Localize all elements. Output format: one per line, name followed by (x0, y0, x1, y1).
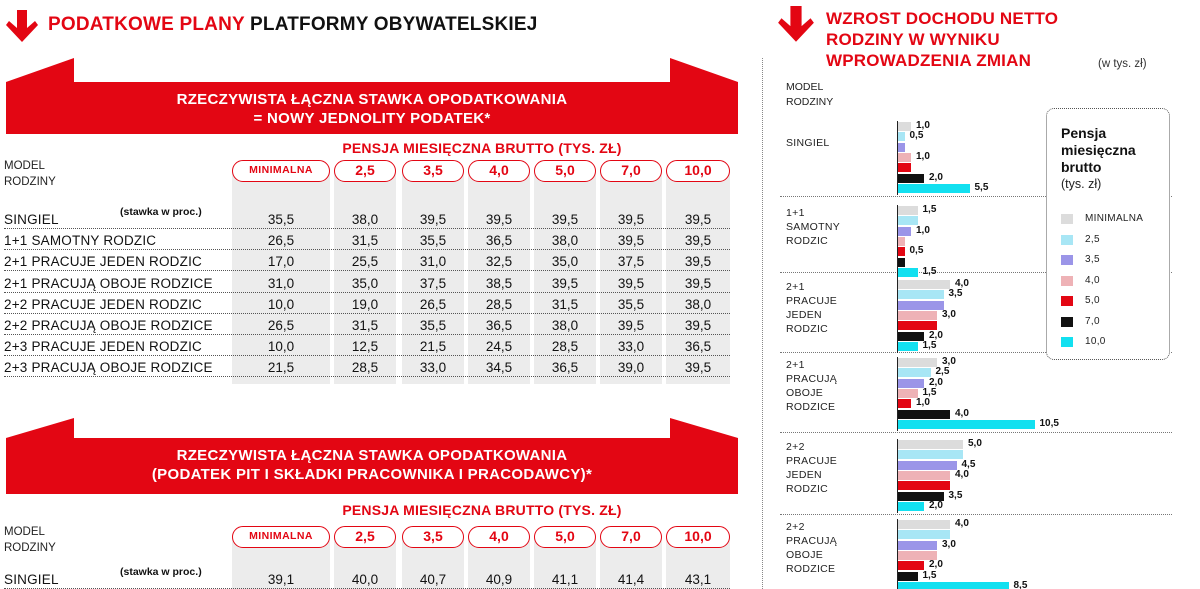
table2-model-label (4, 524, 56, 556)
table-cell: 39,5 (551, 212, 579, 227)
bar-value-label: 3,0 (942, 356, 956, 367)
legend-label: 7,0 (1085, 315, 1100, 327)
bar-value-label: 1,0 (916, 224, 930, 236)
row-label: 2+1 PRACUJĄ OBOJE RODZICE (4, 275, 213, 291)
table-cell: 38,0 (551, 318, 579, 333)
legend-label: 2,5 (1085, 233, 1100, 245)
column-header: 2,5 (334, 160, 396, 182)
bar-value-label: 2,0 (929, 376, 943, 388)
bar (898, 410, 950, 419)
table-cell: 39,5 (617, 275, 645, 291)
row-label: SINGIEL (4, 572, 59, 587)
bar-value-label: 0,5 (909, 245, 924, 257)
row-divider (4, 355, 730, 356)
group-label (786, 358, 837, 414)
table-cell: 31,5 (351, 233, 379, 249)
table1-banner-line1: RZECZYWISTA ŁĄCZNA STAWKA OPODATKOWANIA (176, 91, 568, 108)
bar (898, 561, 924, 570)
group-label-line: 1+1 (786, 207, 805, 219)
bar-value-label: 4,0 (955, 278, 969, 289)
chart-title-line: WZROST DOCHODU NETTO (826, 9, 1059, 28)
table2-pensja-header: PENSJA MIESIĘCZNA BRUTTO (TYS. ZŁ) (342, 502, 622, 518)
table-cell: 28,5 (485, 296, 513, 312)
bar (898, 520, 950, 529)
table-cell: 36,5 (485, 318, 513, 333)
bar (898, 163, 911, 172)
main-title (48, 14, 538, 36)
bar-value-label: 3,0 (942, 308, 956, 320)
legend-label: 3,5 (1085, 254, 1100, 265)
table-cell: 35,0 (551, 254, 579, 270)
row-label: 2+3 PRACUJĄ OBOJE RODZICE (4, 360, 213, 376)
row-divider (4, 249, 730, 250)
row-divider (4, 292, 730, 293)
table-cell: 37,5 (617, 254, 645, 270)
table1-banner-line2: = NOWY JEDNOLITY PODATEK* (253, 110, 491, 127)
bar (898, 132, 905, 141)
bar (898, 174, 924, 183)
table2-banner-line1: RZECZYWISTA ŁĄCZNA STAWKA OPODATKOWANIA (176, 447, 568, 464)
column-header: 7,0 (600, 526, 662, 548)
bar-value-label: 2,0 (929, 499, 943, 511)
legend-swatch (1061, 214, 1073, 224)
bar-value-label: 5,5 (974, 181, 989, 193)
bar-value-label: 2,0 (929, 171, 943, 183)
table1-pensja-header: PENSJA MIESIĘCZNA BRUTTO (TYS. ZŁ) (342, 140, 622, 156)
table-cell: 39,5 (684, 318, 712, 333)
chart-unit-note: (w tys. zł) (1098, 58, 1147, 70)
table1-model-label-line2: RODZINY (4, 176, 56, 188)
table-cell: 24,5 (485, 339, 513, 355)
table-cell: 40,0 (351, 572, 379, 587)
table-cell: 39,5 (485, 212, 513, 227)
group-label-line: 2+2 (786, 521, 805, 533)
column-header: 5,0 (534, 160, 596, 182)
column-header: 3,5 (402, 526, 464, 548)
table-cell: 36,5 (485, 233, 513, 249)
legend-label: 10,0 (1085, 336, 1106, 347)
bar (898, 311, 937, 320)
group-label-line: SAMOTNY (786, 221, 841, 233)
table-cell: 33,0 (419, 360, 447, 376)
table-cell: 31,5 (551, 296, 579, 312)
table-cell: 38,0 (351, 212, 379, 227)
bar (898, 280, 950, 289)
group-label (786, 520, 837, 576)
table-cell: 35,5 (267, 212, 295, 227)
chart-model-label (786, 80, 833, 110)
table-cell: 39,5 (617, 212, 645, 227)
bar (898, 389, 918, 398)
bar-value-label: 4,0 (955, 407, 969, 419)
legend-swatch (1061, 276, 1073, 286)
group-label (786, 440, 837, 496)
bar (898, 206, 918, 215)
group-label-line: OBOJE (786, 387, 824, 399)
table-cell: 38,0 (551, 233, 579, 249)
column-header: 5,0 (534, 526, 596, 548)
group-label-line: JEDEN (786, 309, 822, 321)
chart-model-label-line2: RODZINY (786, 96, 834, 108)
group-label-line: RODZICE (786, 401, 836, 413)
bar-value-label: 1,5 (922, 386, 937, 398)
group-label-line: OBOJE (786, 549, 824, 561)
panel-divider (762, 58, 763, 589)
table-cell: 41,1 (551, 572, 579, 587)
legend-swatch (1061, 235, 1073, 245)
table-cell: 28,5 (551, 339, 579, 355)
legend-title-line2: miesięczna (1061, 142, 1136, 158)
group-label (786, 136, 830, 150)
table-cell: 26,5 (419, 296, 447, 312)
table1-model-label (4, 158, 56, 190)
bar-value-label: 3,5 (948, 489, 963, 501)
group-label-line: RODZIC (786, 235, 829, 247)
legend-subtitle: (tys. zł) (1061, 177, 1102, 191)
bar (898, 184, 970, 193)
bar-value-label: 4,0 (955, 518, 969, 529)
bar-value-label: 4,0 (955, 468, 969, 480)
bar (898, 461, 957, 470)
chart-model-label-line1: MODEL (786, 81, 824, 93)
group-label-line: PRACUJE (786, 455, 838, 467)
bar-value-label: 1,0 (916, 397, 930, 409)
bar (898, 530, 950, 539)
bar-value-label: 1,5 (922, 204, 937, 215)
table2-banner (6, 418, 738, 496)
bar (898, 440, 963, 449)
bar-value-label: 2,5 (935, 366, 950, 378)
bar (898, 420, 1035, 429)
table-cell: 35,5 (617, 296, 645, 312)
column-header: MINIMALNA (232, 526, 330, 548)
bar (898, 450, 963, 459)
group-label-line: PRACUJĄ (786, 373, 838, 385)
table-cell: 39,5 (617, 318, 645, 333)
bar-value-label: 0,5 (909, 130, 924, 142)
table-cell: 36,5 (551, 360, 579, 376)
table-cell: 40,9 (485, 572, 513, 587)
legend-swatch (1061, 337, 1073, 347)
row-divider (4, 270, 730, 271)
table-cell: 32,5 (485, 254, 513, 270)
table-cell: 31,0 (419, 254, 447, 270)
table-cell: 40,7 (419, 572, 447, 587)
chart-title (826, 8, 1058, 71)
bar (898, 153, 911, 162)
table-cell: 17,0 (267, 254, 295, 270)
bar-value-label: 10,5 (1039, 417, 1059, 429)
bar (898, 227, 911, 236)
column-header: MINIMALNA (232, 160, 330, 182)
table-cell: 21,5 (419, 339, 447, 355)
bar (898, 368, 931, 377)
table-cell: 31,5 (351, 318, 379, 333)
row-label: 2+3 PRACUJE JEDEN RODZIC (4, 339, 202, 355)
column-header: 10,0 (666, 160, 730, 182)
row-divider (4, 313, 730, 314)
table-cell: 35,5 (419, 233, 447, 249)
bar (898, 301, 944, 310)
bar-value-label: 5,0 (968, 438, 982, 449)
table-cell: 39,5 (684, 233, 712, 249)
bar (898, 358, 937, 367)
column-header: 10,0 (666, 526, 730, 548)
bar (898, 237, 905, 246)
bar (898, 258, 905, 267)
group-label-line: RODZIC (786, 323, 829, 335)
column-header: 4,0 (468, 526, 530, 548)
group-label (786, 280, 837, 336)
table-cell: 12,5 (351, 339, 379, 355)
column-header: 7,0 (600, 160, 662, 182)
group-separator (780, 514, 1172, 515)
row-label: 2+2 PRACUJĄ OBOJE RODZICE (4, 318, 213, 333)
group-label-line: SINGIEL (786, 137, 830, 149)
bar (898, 399, 911, 408)
bar (898, 572, 918, 581)
bar (898, 216, 918, 225)
bar (898, 247, 905, 256)
table-cell: 35,5 (419, 318, 447, 333)
bar (898, 143, 905, 152)
table-cell: 36,5 (684, 339, 712, 355)
bar (898, 582, 1009, 589)
group-label-line: 2+1 (786, 281, 805, 293)
table-cell: 39,5 (551, 275, 579, 291)
table-cell: 10,0 (267, 339, 295, 355)
table-cell: 21,5 (267, 360, 295, 376)
bar-value-label: 4,5 (961, 458, 976, 470)
group-separator (780, 432, 1172, 433)
legend-label: 5,0 (1085, 295, 1100, 306)
column-header: 3,5 (402, 160, 464, 182)
group-label-line: 2+1 (786, 359, 805, 371)
down-arrow-icon (6, 10, 38, 44)
table-cell: 41,4 (617, 572, 645, 587)
table-cell: 39,5 (684, 360, 712, 376)
row-divider (4, 228, 730, 229)
table-cell: 39,5 (617, 233, 645, 249)
chart-legend (1046, 108, 1170, 360)
table-cell: 39,5 (419, 212, 447, 227)
stawka-label: (stawka w proc.) (120, 566, 202, 578)
main-title-red: PODATKOWE PLANY (48, 14, 245, 35)
bar (898, 290, 944, 299)
bar-value-label: 3,5 (948, 288, 963, 300)
bar (898, 502, 924, 511)
bar (898, 379, 924, 388)
bar-value-label: 1,5 (922, 569, 937, 581)
legend-swatch (1061, 296, 1073, 306)
bar (898, 268, 918, 277)
legend-title-line3: brutto (1061, 159, 1102, 175)
table-cell: 25,5 (351, 254, 379, 270)
legend-swatch (1061, 317, 1073, 327)
table2-banner-line2: (PODATEK PIT I SKŁADKI PRACOWNIKA I PRACODAWCY)* (151, 466, 593, 483)
group-label-line: RODZICE (786, 563, 836, 575)
table-cell: 39,1 (267, 572, 295, 587)
legend-title-line1: Pensja (1061, 125, 1107, 141)
table2-model-label-line2: RODZINY (4, 542, 56, 554)
group-label-line: JEDEN (786, 469, 822, 481)
row-label: 2+1 PRACUJE JEDEN RODZIC (4, 254, 202, 270)
bar-value-label: 1,0 (916, 150, 930, 162)
chart-title-line: RODZINY W WYNIKU (826, 30, 1000, 49)
table1-banner (6, 56, 738, 134)
row-label: SINGIEL (4, 212, 59, 227)
group-label-line: PRACUJĄ (786, 535, 838, 547)
table-cell: 43,1 (684, 572, 712, 587)
table2-model-label-line1: MODEL (4, 526, 45, 538)
table1-model-label-line1: MODEL (4, 160, 45, 172)
bar (898, 481, 950, 490)
table-cell: 39,0 (617, 360, 645, 376)
bar-value-label: 8,5 (1013, 579, 1028, 589)
table-cell: 28,5 (351, 360, 379, 376)
table-cell: 34,5 (485, 360, 513, 376)
table-cell: 38,0 (684, 296, 712, 312)
table-cell: 10,0 (267, 296, 295, 312)
bar (898, 541, 937, 550)
bar-value-label: 1,5 (922, 339, 937, 351)
legend-swatch (1061, 255, 1073, 265)
table-cell: 19,0 (351, 296, 379, 312)
table-cell: 26,5 (267, 233, 295, 249)
legend-label: MINIMALNA (1085, 213, 1144, 224)
legend-title (1061, 125, 1136, 176)
stawka-label: (stawka w proc.) (120, 206, 202, 218)
table-cell: 39,5 (684, 254, 712, 270)
bar-value-label: 1,0 (916, 120, 930, 131)
bar (898, 471, 950, 480)
column-header: 4,0 (468, 160, 530, 182)
group-label-line: RODZIC (786, 483, 829, 495)
table-cell: 35,0 (351, 275, 379, 291)
bar-value-label: 2,0 (929, 559, 943, 571)
down-arrow-icon-right (778, 6, 814, 44)
table-cell: 39,5 (684, 212, 712, 227)
column-header: 2,5 (334, 526, 396, 548)
table-cell: 31,0 (267, 275, 295, 291)
table-cell: 38,5 (485, 275, 513, 291)
table-cell: 39,5 (684, 275, 712, 291)
table-cell: 37,5 (419, 275, 447, 291)
row-divider (4, 376, 730, 377)
bar (898, 332, 924, 341)
legend-label: 4,0 (1085, 274, 1100, 286)
bar (898, 321, 937, 330)
bar-value-label: 3,0 (942, 538, 956, 550)
table-cell: 26,5 (267, 318, 295, 333)
chart-title-line: WPROWADZENIA ZMIAN (826, 51, 1032, 70)
row-label: 1+1 SAMOTNY RODZIC (4, 233, 157, 249)
table-cell: 33,0 (617, 339, 645, 355)
bar (898, 342, 918, 351)
group-label-line: PRACUJE (786, 295, 838, 307)
bar-value-label: 2,0 (929, 329, 943, 341)
group-label (786, 206, 840, 248)
row-divider (4, 334, 730, 335)
group-label-line: 2+2 (786, 441, 805, 453)
bar-value-label: 1,5 (922, 265, 937, 277)
row-label: 2+2 PRACUJE JEDEN RODZIC (4, 296, 202, 312)
main-title-black: PLATFORMY OBYWATELSKIEJ (250, 14, 538, 35)
